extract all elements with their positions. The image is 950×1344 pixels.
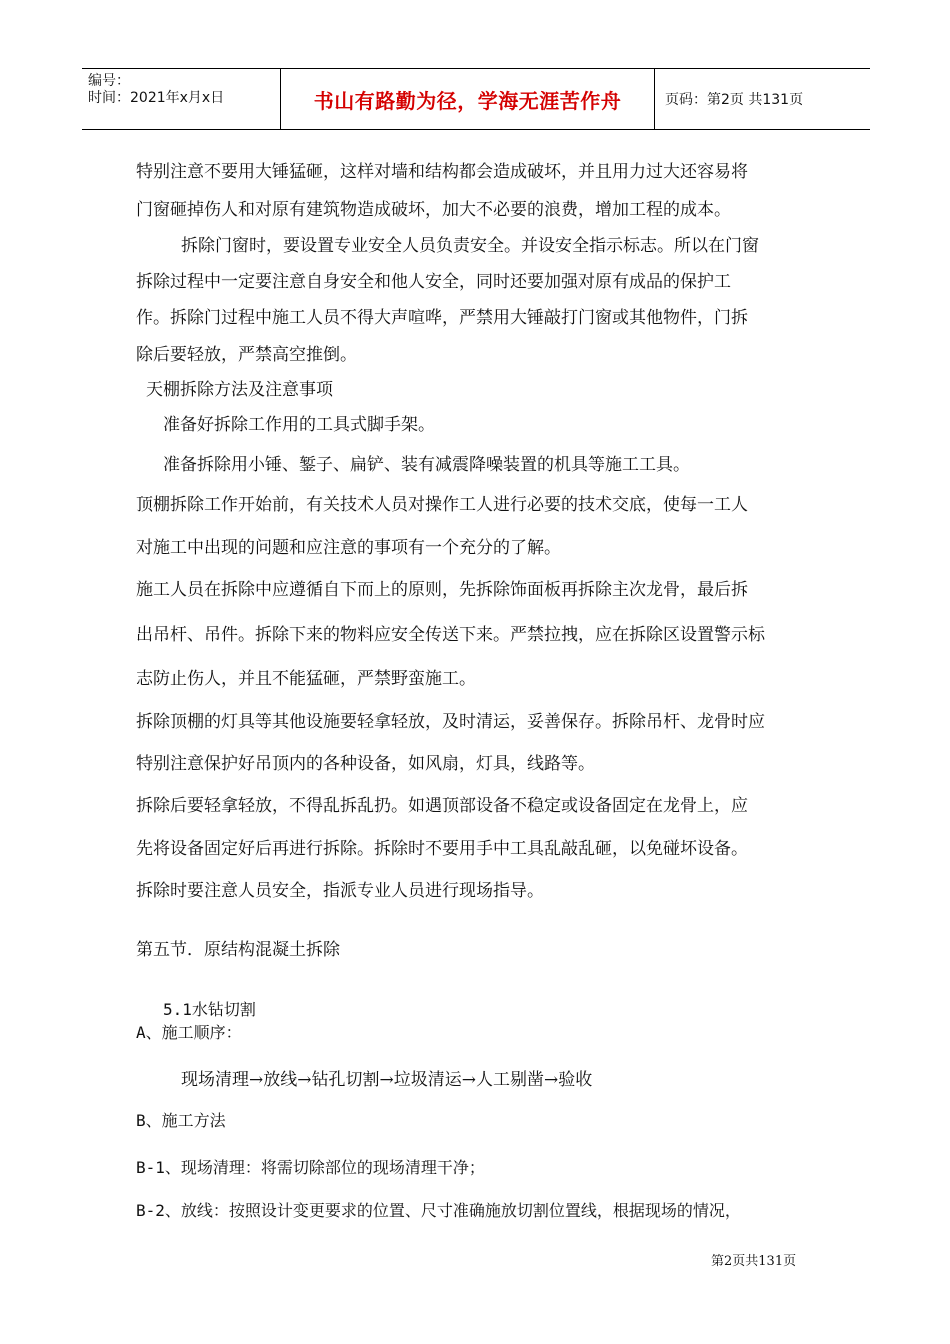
document-date: 时间：2021年x月x日 (88, 90, 225, 106)
paragraph-line: 顶棚拆除工作开始前，有关技术人员对操作工人进行必要的技术交底，使每一工人 (136, 495, 748, 515)
paragraph-line: 拆除过程中一定要注意自身安全和他人安全，同时还要加强对原有成品的保护工 (136, 272, 731, 292)
header-page-number: 页码：第2页 共131页 (665, 92, 804, 108)
process-flow: 现场清理→放线→钻孔切割→垃圾清运→人工剔凿→验收 (181, 1070, 593, 1090)
paragraph-line: 拆除顶棚的灯具等其他设施要轻拿轻放，及时清运，妥善保存。拆除吊杆、龙骨时应 (136, 712, 765, 732)
subsection-heading: 5.1水钻切割 (163, 1000, 256, 1019)
chapter-heading: 第五节．原结构混凝土拆除 (136, 940, 340, 960)
paragraph-line: 先将设备固定好后再进行拆除。拆除时不要用手中工具乱敲乱砸，以免碰坏设备。 (136, 839, 748, 859)
header-meta (82, 69, 281, 129)
paragraph-line: 作。拆除门过程中施工人员不得大声喧哗，严禁用大锤敲打门窗或其他物件，门拆 (136, 308, 748, 328)
paragraph-line: 出吊杆、吊件。拆除下来的物料应安全传送下来。严禁拉拽，应在拆除区设置警示标 (136, 625, 765, 645)
paragraph-line: 门窗砸掉伤人和对原有建筑物造成破坏，加大不必要的浪费，增加工程的成本。 (136, 200, 731, 220)
paragraph-line: B-2、放线：按照设计变更要求的位置、尺寸准确施放切割位置线，根据现场的情况， (136, 1201, 741, 1220)
footer-page-number: 第2页共131页 (711, 1254, 797, 1269)
document-number: 编号： (88, 73, 130, 89)
paragraph-line: 拆除后要轻拿轻放，不得乱拆乱扔。如遇顶部设备不稳定或设备固定在龙骨上，应 (136, 796, 748, 816)
paragraph-line: 特别注意不要用大锤猛砸，这样对墙和结构都会造成破坏，并且用力过大还容易将 (136, 162, 748, 182)
paragraph-line: 除后要轻放，严禁高空推倒。 (136, 345, 357, 365)
paragraph-line: A、施工顺序： (136, 1023, 242, 1042)
paragraph-line: B-1、现场清理：将需切除部位的现场清理干净； (136, 1158, 485, 1177)
paragraph-line: 拆除时要注意人员安全，指派专业人员进行现场指导。 (136, 881, 544, 901)
page-header (82, 68, 870, 130)
paragraph-line: 特别注意保护好吊顶内的各种设备，如风扇，灯具，线路等。 (136, 754, 595, 774)
section-heading: 天棚拆除方法及注意事项 (146, 380, 333, 400)
header-motto: 书山有路勤为径，学海无涯苦作舟 (281, 69, 655, 129)
paragraph-line: 施工人员在拆除中应遵循自下而上的原则，先拆除饰面板再拆除主次龙骨，最后拆 (136, 580, 748, 600)
paragraph-line: B、施工方法 (136, 1111, 226, 1130)
paragraph-line: 拆除门窗时，要设置专业安全人员负责安全。并设安全指示标志。所以在门窗 (181, 236, 759, 256)
paragraph-line: 对施工中出现的问题和应注意的事项有一个充分的了解。 (136, 538, 561, 558)
paragraph-line: 志防止伤人，并且不能猛砸，严禁野蛮施工。 (136, 669, 476, 689)
paragraph-line: 准备拆除用小锤、錾子、扁铲、装有减震降噪装置的机具等施工工具。 (163, 455, 690, 475)
paragraph-line: 准备好拆除工作用的工具式脚手架。 (163, 415, 435, 435)
